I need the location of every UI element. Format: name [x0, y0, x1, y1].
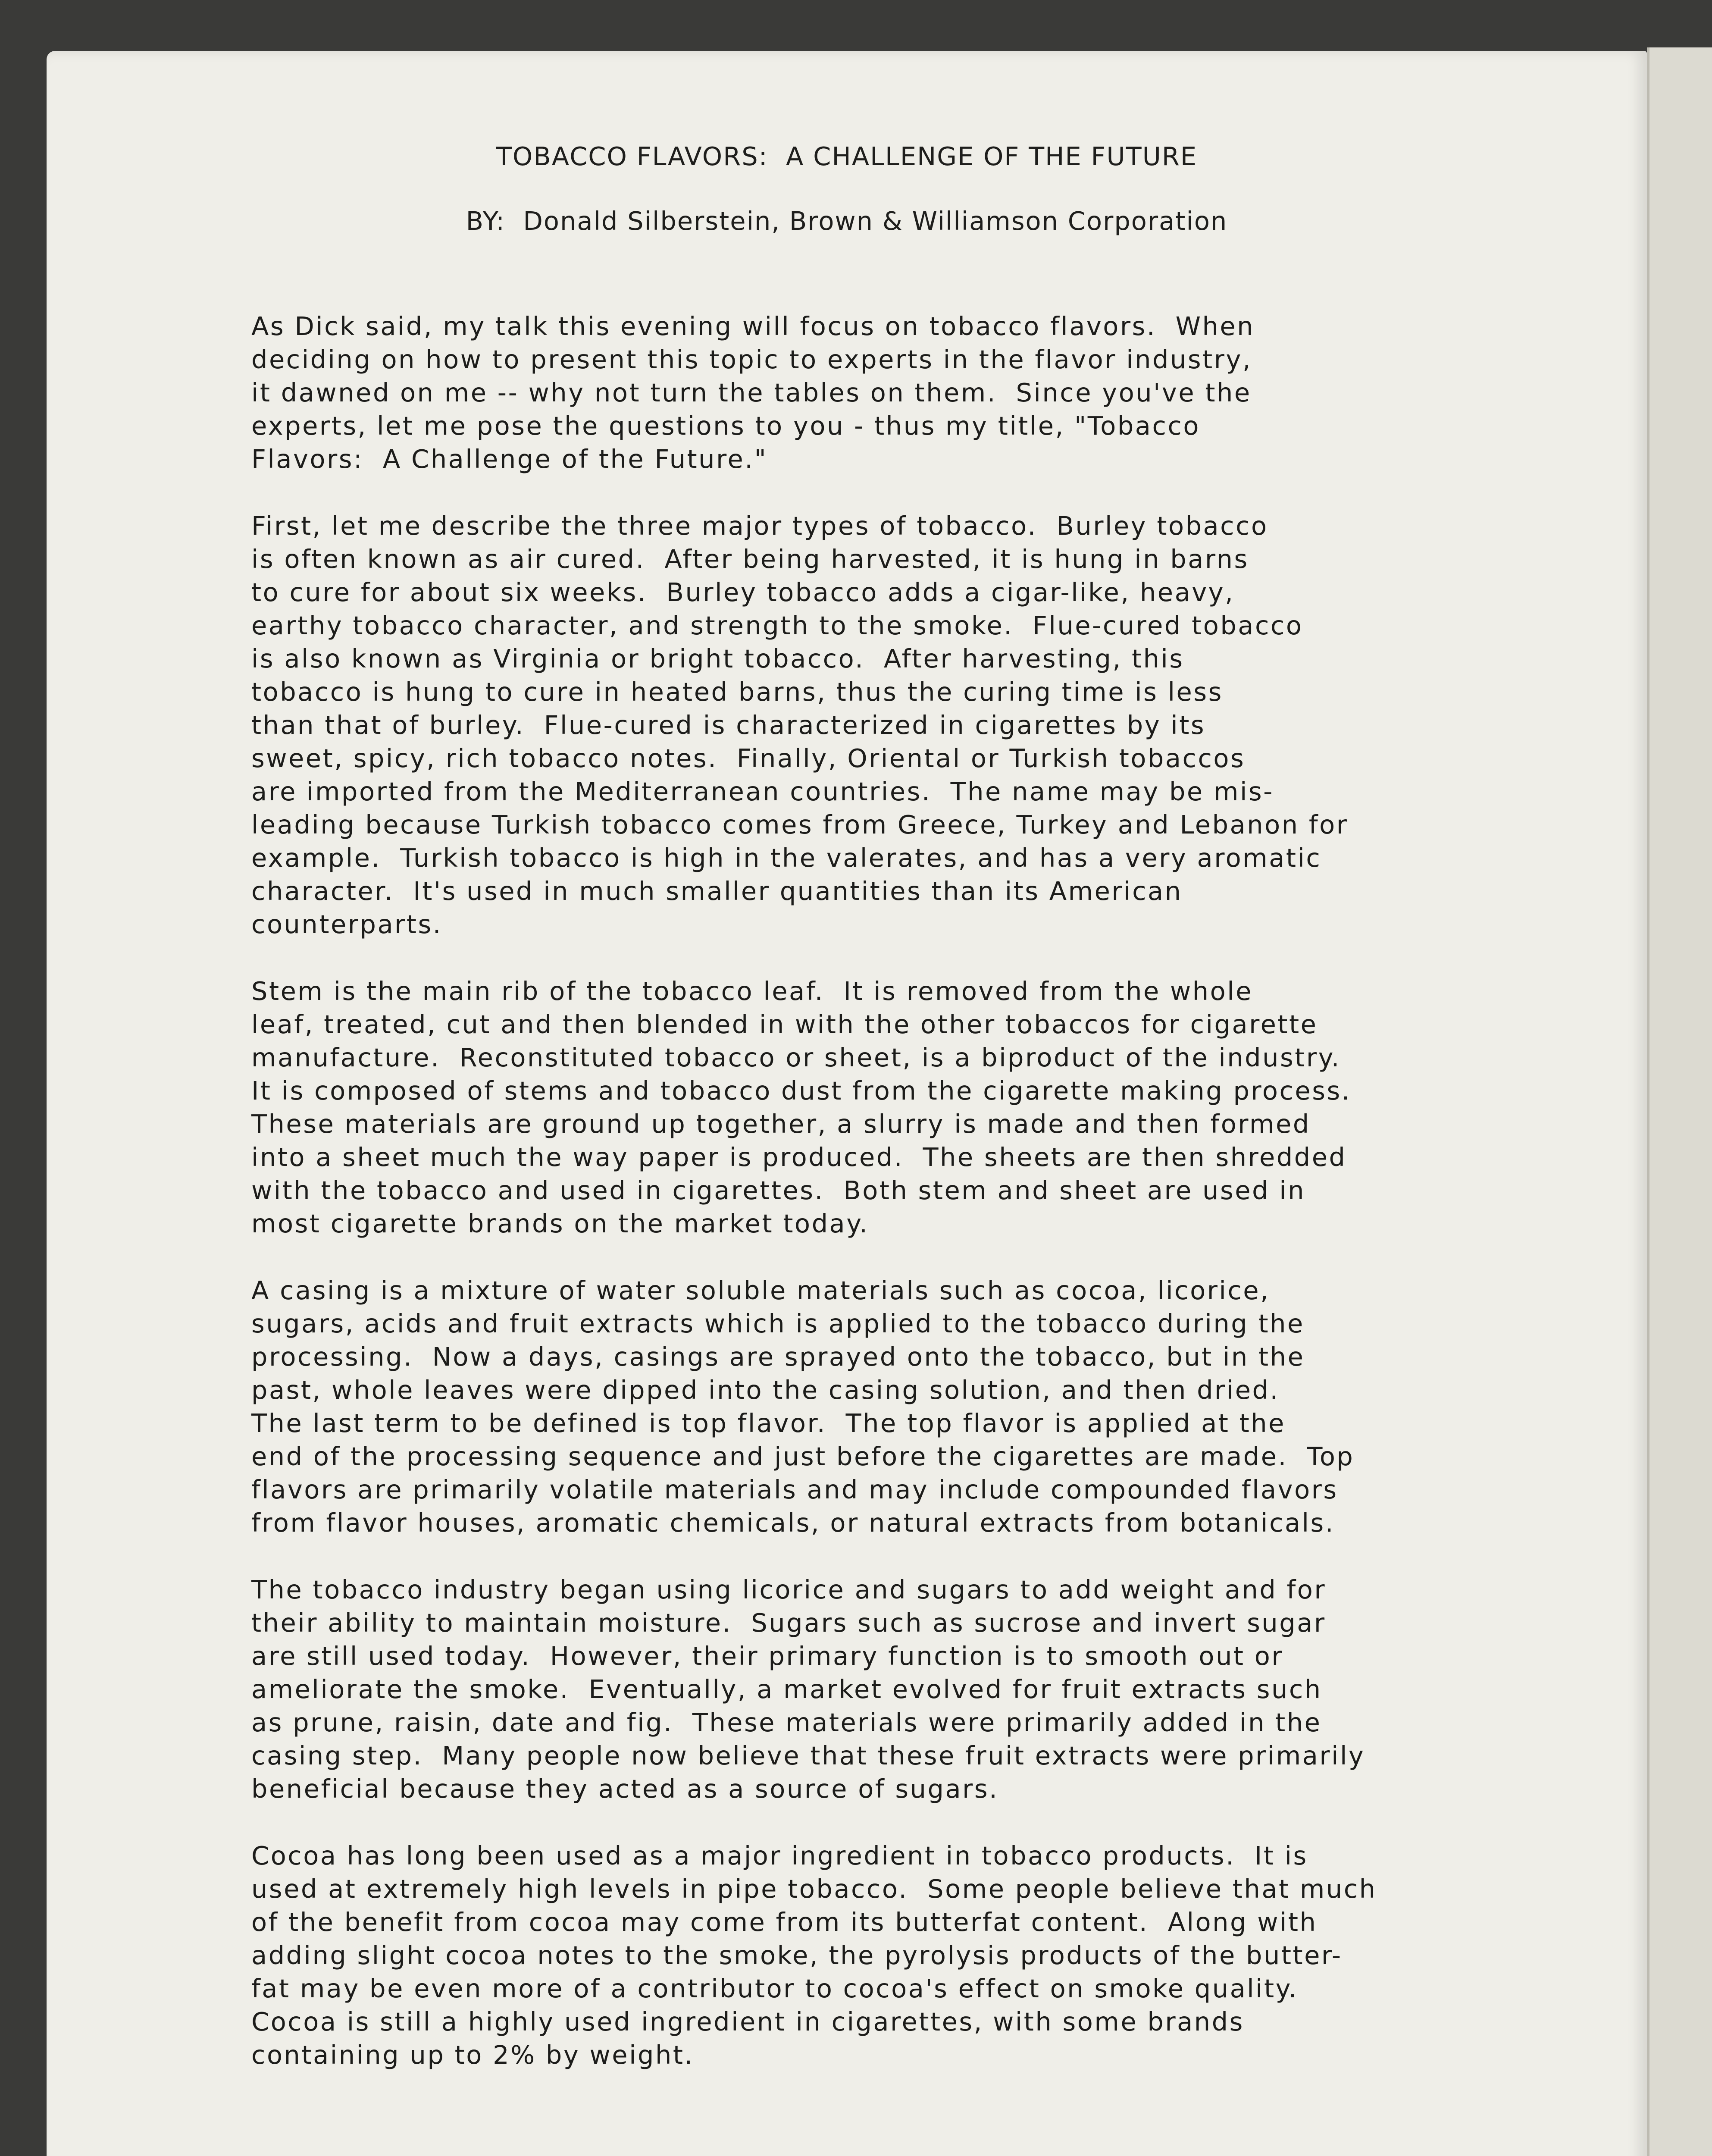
text-line: It is composed of stems and tobacco dust from the cigarette making process. [251, 1076, 1351, 1106]
text-line: past, whole leaves were dipped into the casing solution, and then dried. [251, 1375, 1280, 1405]
text-line: leading because Turkish tobacco comes from Greece, Turkey and Lebanon for [251, 810, 1349, 840]
text-line: used at extremely high levels in pipe tobacco. Some people believe that much [251, 1874, 1377, 1904]
text-line: leaf, treated, cut and then blended in with the other tobaccos for cigarette [251, 1009, 1318, 1039]
text-line: is also known as Virginia or bright tobacco. After harvesting, this [251, 644, 1184, 674]
adjacent-page-edge [1647, 47, 1712, 2156]
text-line: example. Turkish tobacco is high in the valerates, and has a very aromatic [251, 843, 1322, 873]
text-line: are still used today. However, their primary function is to smooth out or [251, 1641, 1284, 1671]
text-line: sugars, acids and fruit extracts which is applied to the tobacco during the [251, 1309, 1305, 1338]
paragraph-licorice-sugars [251, 1573, 1622, 1805]
document-page [47, 51, 1647, 2156]
text-line: The tobacco industry began using licorice and sugars to add weight and for [251, 1575, 1327, 1604]
text-line: Cocoa has long been used as a major ingredient in tobacco products. It is [251, 1841, 1308, 1871]
text-line: their ability to maintain moisture. Sugars such as sucrose and invert sugar [251, 1608, 1326, 1638]
text-line: to cure for about six weeks. Burley tobacco adds a cigar-like, heavy, [251, 577, 1235, 607]
paragraph-cocoa [251, 1839, 1622, 2071]
text-line: are imported from the Mediterranean countries. The name may be mis- [251, 777, 1274, 806]
text-line: beneficial because they acted as a source of sugars. [251, 1774, 999, 1804]
text-line: most cigarette brands on the market today. [251, 1209, 869, 1238]
document-body [251, 310, 1622, 2105]
text-line: is often known as air cured. After being harvested, it is hung in barns [251, 544, 1249, 574]
text-line: into a sheet much the way paper is produced. The sheets are then shredded [251, 1142, 1347, 1172]
document-byline: BY: Donald Silberstein, Brown & Williamson Corporation [466, 206, 1228, 236]
text-line: as prune, raisin, date and fig. These materials were primarily added in the [251, 1708, 1322, 1737]
paragraph-stem-sheet [251, 975, 1622, 1240]
text-line: earthy tobacco character, and strength to the smoke. Flue-cured tobacco [251, 611, 1303, 640]
text-line: counterparts. [251, 909, 443, 939]
text-line: adding slight cocoa notes to the smoke, the pyrolysis products of the butter- [251, 1940, 1343, 1970]
text-line: Stem is the main rib of the tobacco leaf. It is removed from the whole [251, 976, 1253, 1006]
text-line: tobacco is hung to cure in heated barns, thus the curing time is less [251, 677, 1223, 707]
text-line: deciding on how to present this topic to experts in the flavor industry, [251, 345, 1252, 374]
text-line: experts, let me pose the questions to you - thus my title, "Tobacco [251, 411, 1200, 441]
text-line: end of the processing sequence and just before the cigarettes are made. Top [251, 1442, 1355, 1471]
text-line: of the benefit from cocoa may come from its butterfat content. Along with [251, 1907, 1318, 1937]
text-line: flavors are primarily volatile materials and may include compounded flavors [251, 1475, 1338, 1504]
text-line: As Dick said, my talk this evening will focus on tobacco flavors. When [251, 311, 1255, 341]
text-line: casing step. Many people now believe that these fruit extracts were primarily [251, 1741, 1365, 1771]
text-line: A casing is a mixture of water soluble materials such as cocoa, licorice, [251, 1275, 1270, 1305]
text-line: Cocoa is still a highly used ingredient in cigarettes, with some brands [251, 2007, 1244, 2037]
text-line: processing. Now a days, casings are sprayed onto the tobacco, but in the [251, 1342, 1305, 1372]
text-line: First, let me describe the three major types of tobacco. Burley tobacco [251, 511, 1268, 541]
text-line: Flavors: A Challenge of the Future." [251, 444, 768, 474]
text-line: These materials are ground up together, a slurry is made and then formed [251, 1109, 1311, 1139]
text-line: than that of burley. Flue-cured is characterized in cigarettes by its [251, 710, 1206, 740]
text-line: containing up to 2% by weight. [251, 2040, 694, 2070]
text-line: ameliorate the smoke. Eventually, a market evolved for fruit extracts such [251, 1674, 1322, 1704]
paragraph-intro [251, 310, 1622, 476]
text-line: The last term to be defined is top flavor. The top flavor is applied at the [251, 1408, 1286, 1438]
text-line: character. It's used in much smaller quantities than its American [251, 876, 1183, 906]
text-line: manufacture. Reconstituted tobacco or sheet, is a biproduct of the industry. [251, 1043, 1341, 1072]
paragraph-casing [251, 1274, 1622, 1539]
text-line: from flavor houses, aromatic chemicals, or natural extracts from botanicals. [251, 1508, 1335, 1538]
text-line: fat may be even more of a contributor to cocoa's effect on smoke quality. [251, 1974, 1298, 2003]
text-line: it dawned on me -- why not turn the tables on them. Since you've the [251, 378, 1252, 407]
text-line: with the tobacco and used in cigarettes. Both stem and sheet are used in [251, 1175, 1305, 1205]
text-line: sweet, spicy, rich tobacco notes. Finally, Oriental or Turkish tobaccos [251, 743, 1246, 773]
document-title: TOBACCO FLAVORS: A CHALLENGE OF THE FUTURE [496, 141, 1198, 171]
paragraph-tobacco-types [251, 509, 1622, 941]
